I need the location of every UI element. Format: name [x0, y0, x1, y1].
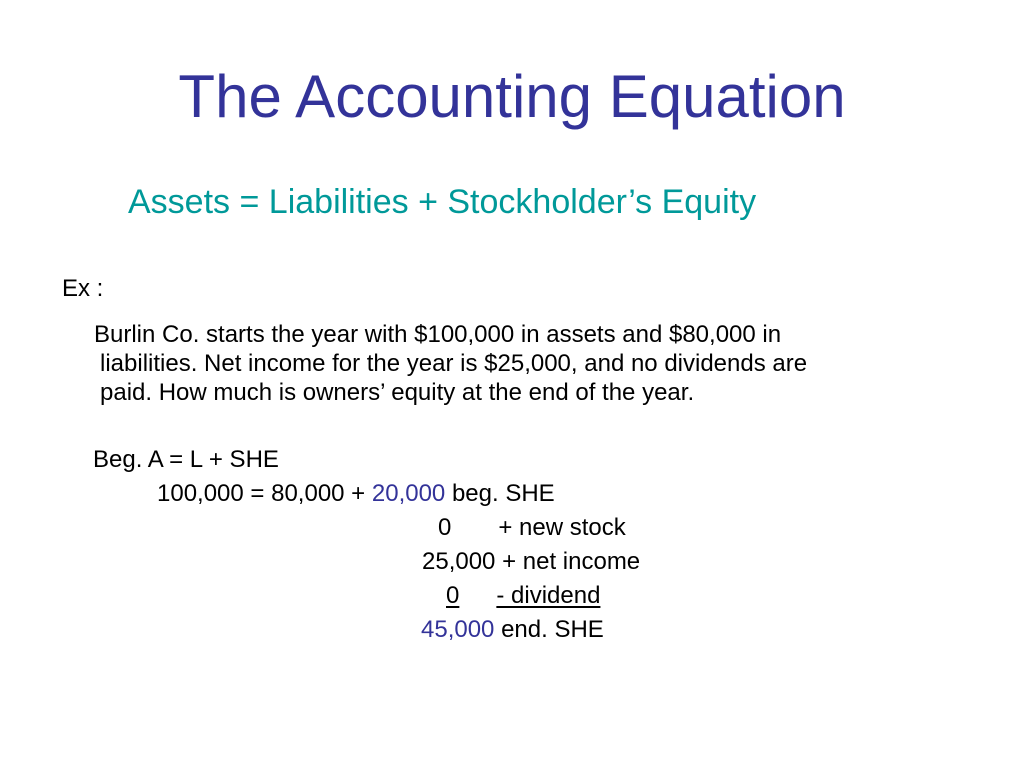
slide-title: The Accounting Equation [178, 63, 846, 130]
example-label: Ex : [62, 275, 104, 302]
dividend-label: - dividend [496, 582, 601, 609]
calc-row-beg-she-suffix: beg. SHE [445, 480, 555, 507]
calc-row-end-she [421, 615, 604, 645]
new-stock-value: 0 [438, 514, 452, 541]
end-she-value: 45,000 [421, 616, 495, 643]
problem-line-3: paid. How much is owners’ equity at the end of the year. [100, 379, 695, 406]
calc-row-new-stock [438, 513, 626, 543]
beg-she-value: 20,000 [371, 480, 446, 507]
calc-row-dividend [446, 581, 600, 611]
calc-row-beg-she [157, 479, 555, 509]
end-she-label: end. SHE [494, 616, 604, 643]
calc-row-beg-she-prefix: 100,000 = 80,000 + [157, 480, 372, 507]
problem-statement [94, 320, 954, 407]
new-stock-label: + new stock [498, 514, 626, 541]
calc-row-net-income: 25,000 + net income [422, 548, 641, 575]
problem-line-2: liabilities. Net income for the year is $25,000, and no dividends are [100, 350, 808, 377]
equation-subtitle: Assets = Liabilities + Stockholder’s Equity [128, 183, 757, 221]
calc-header: Beg. A = L + SHE [93, 446, 279, 473]
problem-line-1: Burlin Co. starts the year with $100,000 in assets and $80,000 in [94, 321, 782, 348]
dividend-value: 0 [446, 582, 460, 609]
